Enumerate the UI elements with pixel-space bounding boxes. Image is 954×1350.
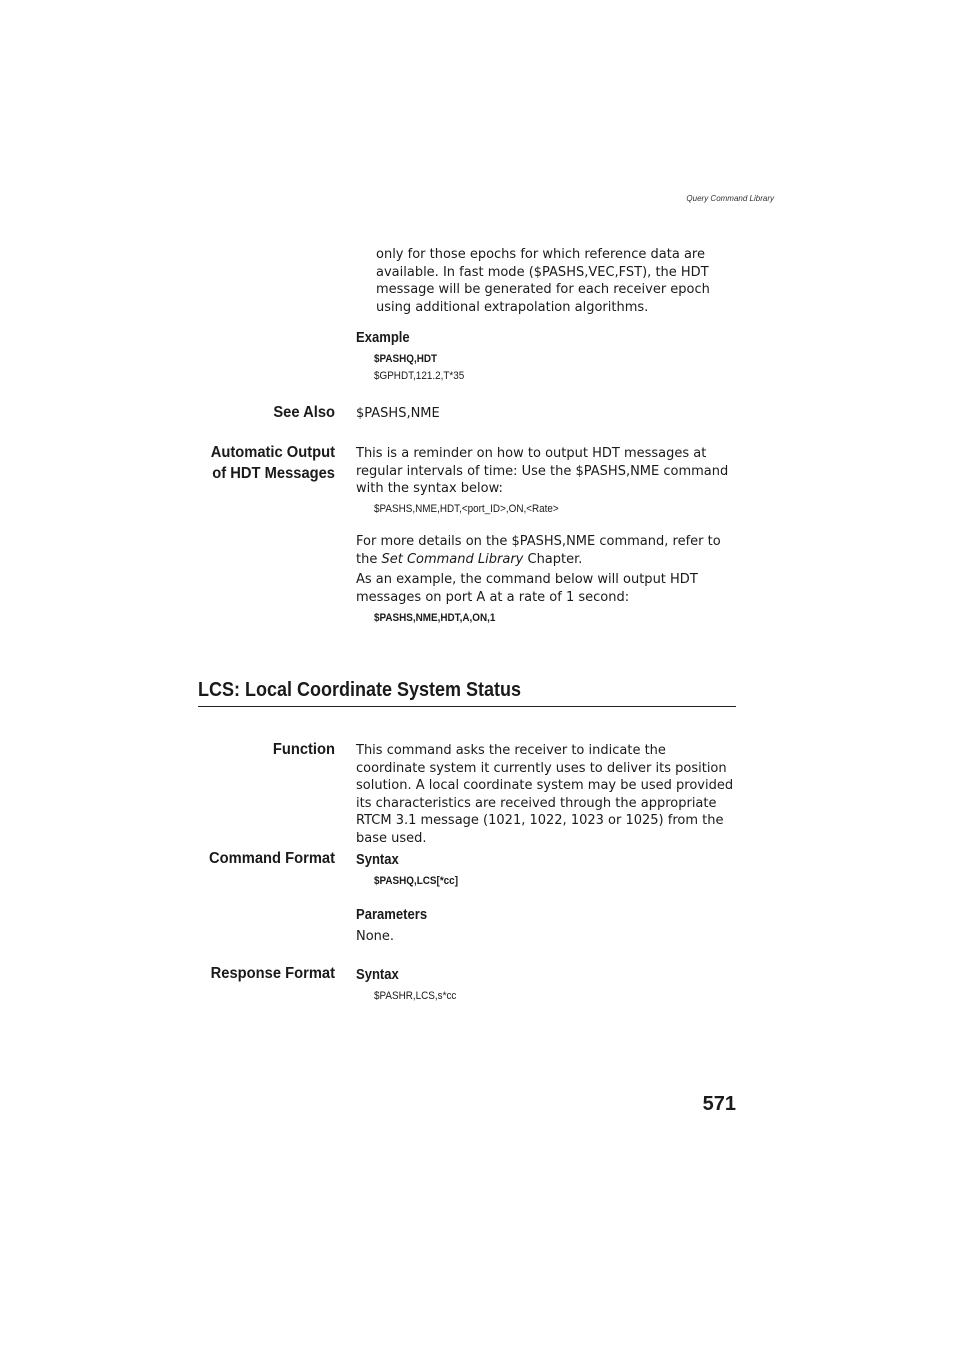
- page-number: 571: [702, 1093, 736, 1115]
- automatic-output-paragraph3: As an example, the command below will output HDT messages on port A at a rate of 1 second:: [356, 572, 698, 605]
- automatic-output-paragraph1: This is a reminder on how to output HDT messages at regular intervals of time: Use the $PASHS,NME command with the syntax below:: [356, 446, 729, 496]
- paragraph2-after: Chapter.: [523, 551, 583, 567]
- running-header: Query Command Library: [686, 194, 774, 203]
- response-syntax-heading: Syntax: [356, 967, 399, 983]
- function-text: This command asks the receiver to indicate the coordinate system it currently uses to deliver its position solution. A local coordinate system may be used provided its characteristics are received through the appropriate RTCM 3.1 message (1021, 1022, 1023 or 1025) from the base used.: [356, 743, 734, 846]
- function-label: Function: [272, 741, 335, 758]
- parameters-heading: Parameters: [356, 907, 428, 923]
- paragraph2-before: For more details on the $PASHS,NME command, refer to the: [356, 534, 721, 567]
- section-title: LCS: Local Coordinate System Status: [198, 679, 522, 701]
- section-rule: [198, 706, 736, 707]
- automatic-output-syntax: $PASHS,NME,HDT,<port_ID>,ON,<Rate>: [374, 503, 559, 515]
- automatic-output-label-line1: Automatic Output: [210, 444, 335, 461]
- automatic-output-example-command: $PASHS,NME,HDT,A,ON,1: [374, 612, 496, 624]
- response-format-label: Response Format: [210, 965, 335, 982]
- automatic-output-paragraph2: [356, 533, 736, 568]
- example-response: $GPHDT,121.2,T*35: [374, 370, 465, 382]
- command-syntax: $PASHQ,LCS[*cc]: [374, 875, 458, 887]
- command-format-label: Command Format: [209, 850, 335, 867]
- example-heading: Example: [356, 330, 410, 346]
- hdt-continued-paragraph: only for those epochs for which reference data are available. In fast mode ($PASHS,VEC,FST), the HDT message will be generated for each receiver epoch using additional extrapolation algorithms.: [376, 247, 710, 315]
- command-syntax-heading: Syntax: [356, 852, 399, 868]
- response-syntax: $PASHR,LCS,s*cc: [374, 990, 457, 1002]
- automatic-output-label-line2: of HDT Messages: [212, 465, 335, 482]
- see-also-label: See Also: [273, 404, 335, 421]
- parameters-value: None.: [356, 929, 395, 944]
- example-command: $PASHQ,HDT: [374, 353, 438, 365]
- set-command-library-reference: Set Command Library: [381, 551, 524, 567]
- see-also-value: $PASHS,NME: [356, 406, 440, 421]
